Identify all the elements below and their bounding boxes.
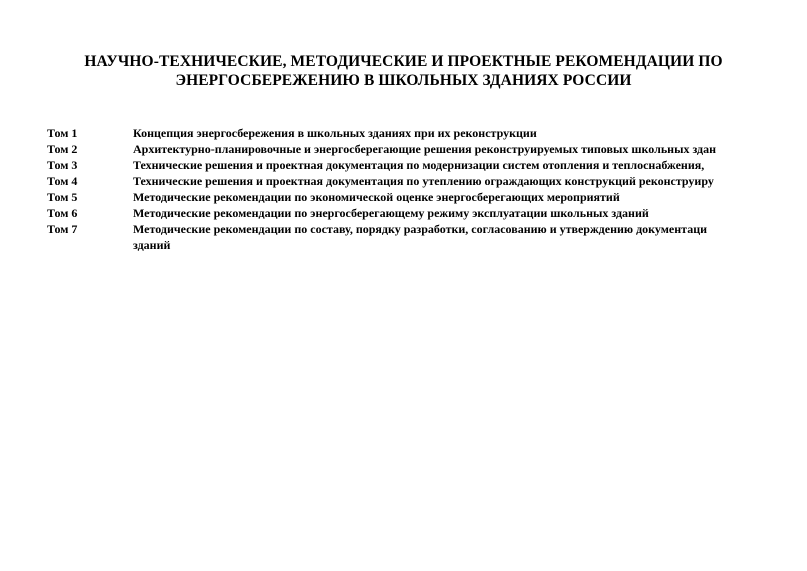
volume-number: Том 1: [47, 126, 78, 140]
volume-item: [47, 221, 772, 253]
volume-title: Концепция энергосбережения в школьных зданиях при их реконструкции: [133, 126, 537, 140]
volume-number: Том 2: [47, 142, 78, 156]
volume-title: Технические решения и проектная документация по утеплению ограждающих конструкций реконструиру: [133, 174, 714, 188]
volume-number: Том 5: [47, 190, 78, 204]
volume-title: Архитектурно-планировочные и энергосберегающие решения реконструируемых типовых школьных здан: [133, 142, 717, 156]
volume-item: [47, 125, 772, 141]
volume-item: [47, 205, 772, 221]
volume-item: [47, 189, 772, 205]
volume-title-continuation: зданий: [133, 238, 171, 252]
title-line-1: НАУЧНО-ТЕХНИЧЕСКИЕ, МЕТОДИЧЕСКИЕ И ПРОЕКТНЫЕ РЕКОМЕНДАЦИИ ПО: [84, 53, 723, 70]
volume-item: [47, 157, 772, 173]
volume-list: [47, 125, 772, 253]
volume-title: Методические рекомендации по энергосберегающему режиму эксплуатации школьных зданий: [133, 206, 649, 220]
volume-title: Методические рекомендации по составу, порядку разработки, согласованию и утверждению документаци: [133, 222, 708, 236]
volume-number: Том 3: [47, 158, 78, 172]
volume-item: [47, 141, 772, 157]
volume-number: Том 6: [47, 206, 78, 220]
volume-title: Методические рекомендации по экономической оценке энергосберегающих мероприятий: [133, 190, 620, 204]
volume-title-block: [133, 221, 772, 253]
title-line-2: ЭНЕРГОСБЕРЕЖЕНИЮ В ШКОЛЬНЫХ ЗДАНИЯХ РОССИИ: [175, 72, 632, 89]
document-title: [0, 52, 807, 90]
volume-title: Технические решения и проектная документация по модернизации систем отопления и теплоснабжения,: [133, 158, 705, 172]
volume-number: Том 4: [47, 174, 78, 188]
volume-number: Том 7: [47, 222, 78, 236]
volume-item: [47, 173, 772, 189]
